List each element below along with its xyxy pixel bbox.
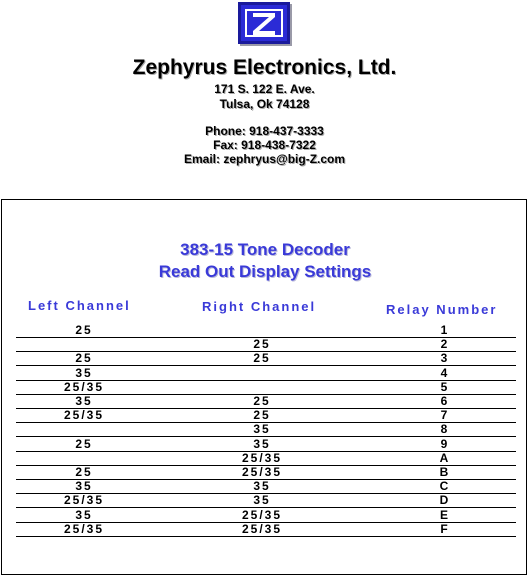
relay-number-value: C bbox=[439, 479, 449, 494]
relay-number-value: 7 bbox=[440, 408, 448, 423]
table-row bbox=[16, 380, 516, 395]
panel-title: 383-15 Tone Decoder bbox=[180, 240, 350, 259]
table-row bbox=[16, 337, 516, 352]
left-channel-value: 35 bbox=[75, 365, 93, 380]
relay-number-value: 5 bbox=[440, 379, 448, 394]
relay-number-value: 9 bbox=[440, 436, 448, 451]
left-channel-value: 25 bbox=[75, 351, 93, 366]
table-row bbox=[16, 351, 516, 366]
fax-number: Fax: 918-438-7322 bbox=[213, 138, 316, 152]
right-channel-value: 35 bbox=[253, 436, 271, 451]
right-channel-value: 35 bbox=[253, 479, 271, 494]
z-logo-icon bbox=[241, 5, 287, 41]
right-channel-value: 25 bbox=[253, 351, 271, 366]
left-channel-value: 35 bbox=[75, 479, 93, 494]
left-channel-value: 25 bbox=[75, 323, 93, 337]
email-address: Email: zephryus@big-Z.com bbox=[183, 152, 346, 166]
left-channel-value: 25 bbox=[75, 465, 93, 479]
relay-number-value: 8 bbox=[440, 422, 448, 437]
relay-number-value: 2 bbox=[440, 337, 448, 352]
header-relay-number: Relay Number bbox=[386, 302, 498, 317]
right-channel-value: 25 bbox=[253, 408, 271, 423]
panel-subtitle: Read Out Display Settings bbox=[158, 262, 372, 281]
left-channel-value: 25/35 bbox=[63, 379, 105, 394]
relay-number-value: F bbox=[440, 521, 448, 536]
header-left-channel: Left Channel bbox=[28, 298, 131, 313]
relay-number-value: 3 bbox=[440, 351, 448, 366]
table-row bbox=[16, 323, 516, 338]
right-channel-value: 25/35 bbox=[241, 521, 283, 536]
relay-number-value: A bbox=[439, 450, 449, 465]
relay-number-value: E bbox=[439, 507, 448, 522]
right-channel-value: 25/35 bbox=[241, 507, 283, 522]
left-channel-value: 25 bbox=[75, 436, 93, 451]
table-row bbox=[16, 465, 516, 480]
table-row bbox=[16, 522, 516, 537]
left-channel-value: 25/35 bbox=[63, 493, 105, 508]
table-row bbox=[16, 437, 516, 452]
left-channel-value: 35 bbox=[75, 394, 93, 408]
table-row bbox=[16, 479, 516, 494]
address-line2: Tulsa, Ok 74128 bbox=[219, 97, 310, 111]
table-row bbox=[16, 493, 516, 508]
settings-panel bbox=[1, 199, 527, 575]
relay-number-value: 4 bbox=[440, 365, 448, 380]
phone-number: Phone: 918-437-3333 bbox=[205, 124, 324, 138]
table-row bbox=[16, 508, 516, 523]
right-channel-value: 25/35 bbox=[241, 465, 283, 479]
relay-number-value: 1 bbox=[440, 323, 448, 337]
company-logo bbox=[238, 2, 290, 44]
right-channel-value: 25/35 bbox=[241, 450, 283, 465]
left-channel-value: 25/35 bbox=[63, 408, 105, 423]
relay-number-value: B bbox=[439, 465, 449, 479]
table-row bbox=[16, 422, 516, 437]
table-row bbox=[16, 451, 516, 466]
right-channel-value: 25 bbox=[253, 394, 271, 408]
left-channel-value: 35 bbox=[75, 507, 93, 522]
header-right-channel: Right Channel bbox=[202, 299, 317, 314]
table-row bbox=[16, 408, 516, 423]
left-channel-value: 25/35 bbox=[63, 521, 105, 536]
table-row bbox=[16, 366, 516, 381]
right-channel-value: 35 bbox=[253, 493, 271, 508]
relay-number-value: D bbox=[439, 493, 449, 508]
right-channel-value: 25 bbox=[253, 337, 271, 352]
table-row bbox=[16, 394, 516, 409]
relay-number-value: 6 bbox=[440, 394, 448, 408]
company-name: Zephyrus Electronics, Ltd. bbox=[132, 56, 397, 79]
right-channel-value: 35 bbox=[253, 422, 271, 437]
address-line1: 171 S. 122 E. Ave. bbox=[214, 82, 315, 96]
